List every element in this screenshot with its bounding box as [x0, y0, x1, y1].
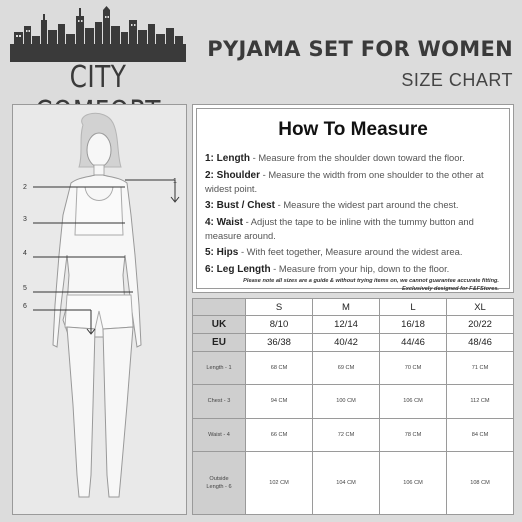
measure-item-text: - Measure the width from one shoulder to the other at widest point. — [205, 169, 484, 194]
table-corner-cell — [193, 299, 246, 316]
measure-item-label: 3: Bust / Chest — [205, 200, 276, 211]
waist-row-label: Waist - 4 — [193, 418, 246, 451]
outside-length-row-label — [193, 451, 246, 514]
measure-item-bust — [205, 198, 505, 212]
measure-item-text: - Measure from the shoulder down toward the floor. — [250, 152, 465, 163]
marker-1: 1 — [173, 178, 177, 185]
table-cell: 104 CM — [313, 451, 380, 514]
row-label-line: Outside — [209, 475, 229, 482]
measure-item-text: - Adjust the tape to be inline with the tummy button and measure around. — [205, 216, 474, 241]
marker-3: 3 — [23, 216, 27, 223]
measure-item-waist — [205, 215, 505, 242]
size-header-l: L — [380, 299, 447, 316]
chest-row — [193, 385, 514, 418]
measure-item-label: 1: Length — [205, 153, 250, 164]
row-label-line: Length - 6 — [206, 483, 232, 490]
brand-logo — [10, 6, 186, 96]
fitting-note — [199, 277, 499, 293]
chest-row-label: Chest - 3 — [193, 385, 246, 418]
measure-item-hips — [205, 245, 505, 259]
table-cell: 12/14 — [313, 316, 380, 334]
page-title: PYJAMA SET FOR WOMEN — [207, 37, 513, 61]
table-cell: 16/18 — [380, 316, 447, 334]
measure-item-label: 2: Shoulder — [205, 170, 261, 181]
table-cell: 100 CM — [313, 385, 380, 418]
table-cell: 84 CM — [447, 418, 514, 451]
waist-row — [193, 418, 514, 451]
measure-item-text: - Measure the widest part around the chest. — [275, 199, 459, 210]
table-cell: 44/46 — [380, 334, 447, 352]
table-cell: 102 CM — [246, 451, 313, 514]
exclusive-note-line: Exclusively designed for F&FStores. — [402, 286, 499, 292]
table-cell: 72 CM — [313, 418, 380, 451]
table-cell: 48/46 — [447, 334, 514, 352]
city-skyline-icon — [10, 6, 186, 62]
size-header-row — [193, 299, 514, 316]
size-header-m: M — [313, 299, 380, 316]
length-row-label: Length - 1 — [193, 352, 246, 385]
measure-item-text: - With feet together, Measure around the widest area. — [238, 246, 463, 257]
outside-length-row — [193, 451, 514, 514]
how-to-measure-frame — [196, 108, 510, 292]
table-cell: 20/22 — [447, 316, 514, 334]
marker-4: 4 — [23, 250, 27, 257]
body-figure-illustration — [13, 105, 188, 516]
table-cell: 71 CM — [447, 352, 514, 385]
measure-item-label: 5: Hips — [205, 247, 239, 258]
table-cell: 106 CM — [380, 385, 447, 418]
eu-row-label: EU — [193, 334, 246, 352]
table-cell: 68 CM — [246, 352, 313, 385]
table-cell: 69 CM — [313, 352, 380, 385]
table-cell: 78 CM — [380, 418, 447, 451]
marker-6: 6 — [23, 303, 27, 310]
marker-5: 5 — [23, 285, 27, 292]
table-cell: 8/10 — [246, 316, 313, 334]
brand-name: CITY — [69, 60, 127, 95]
length-row — [193, 352, 514, 385]
table-cell: 112 CM — [447, 385, 514, 418]
page-subtitle: SIZE CHART — [401, 70, 513, 90]
marker-2: 2 — [23, 184, 27, 191]
table-cell: 94 CM — [246, 385, 313, 418]
measure-item-leg-length — [205, 262, 505, 276]
measure-item-label: 6: Leg Length — [205, 264, 271, 275]
table-cell: 70 CM — [380, 352, 447, 385]
how-to-measure-list — [205, 151, 505, 279]
measure-item-text: - Measure from your hip, down to the floor. — [270, 263, 450, 274]
how-to-measure-title: How To Measure — [278, 119, 428, 140]
measure-item-length — [205, 151, 505, 165]
size-header-xl: XL — [447, 299, 514, 316]
size-header-s: S — [246, 299, 313, 316]
table-cell: 108 CM — [447, 451, 514, 514]
measure-item-label: 4: Waist — [205, 217, 243, 228]
table-cell: 66 CM — [246, 418, 313, 451]
table-cell: 106 CM — [380, 451, 447, 514]
table-cell: 40/42 — [313, 334, 380, 352]
how-to-measure-panel — [192, 104, 514, 293]
size-chart-table — [192, 298, 514, 515]
uk-row-label: UK — [193, 316, 246, 334]
eu-size-row — [193, 334, 514, 352]
body-figure-panel — [12, 104, 187, 515]
table-cell: 36/38 — [246, 334, 313, 352]
measure-item-shoulder — [205, 168, 505, 195]
fitting-note-line: Please note all sizes are a guide & without trying items on, we cannot guarantee accurate fitting. — [243, 278, 499, 284]
uk-size-row — [193, 316, 514, 334]
